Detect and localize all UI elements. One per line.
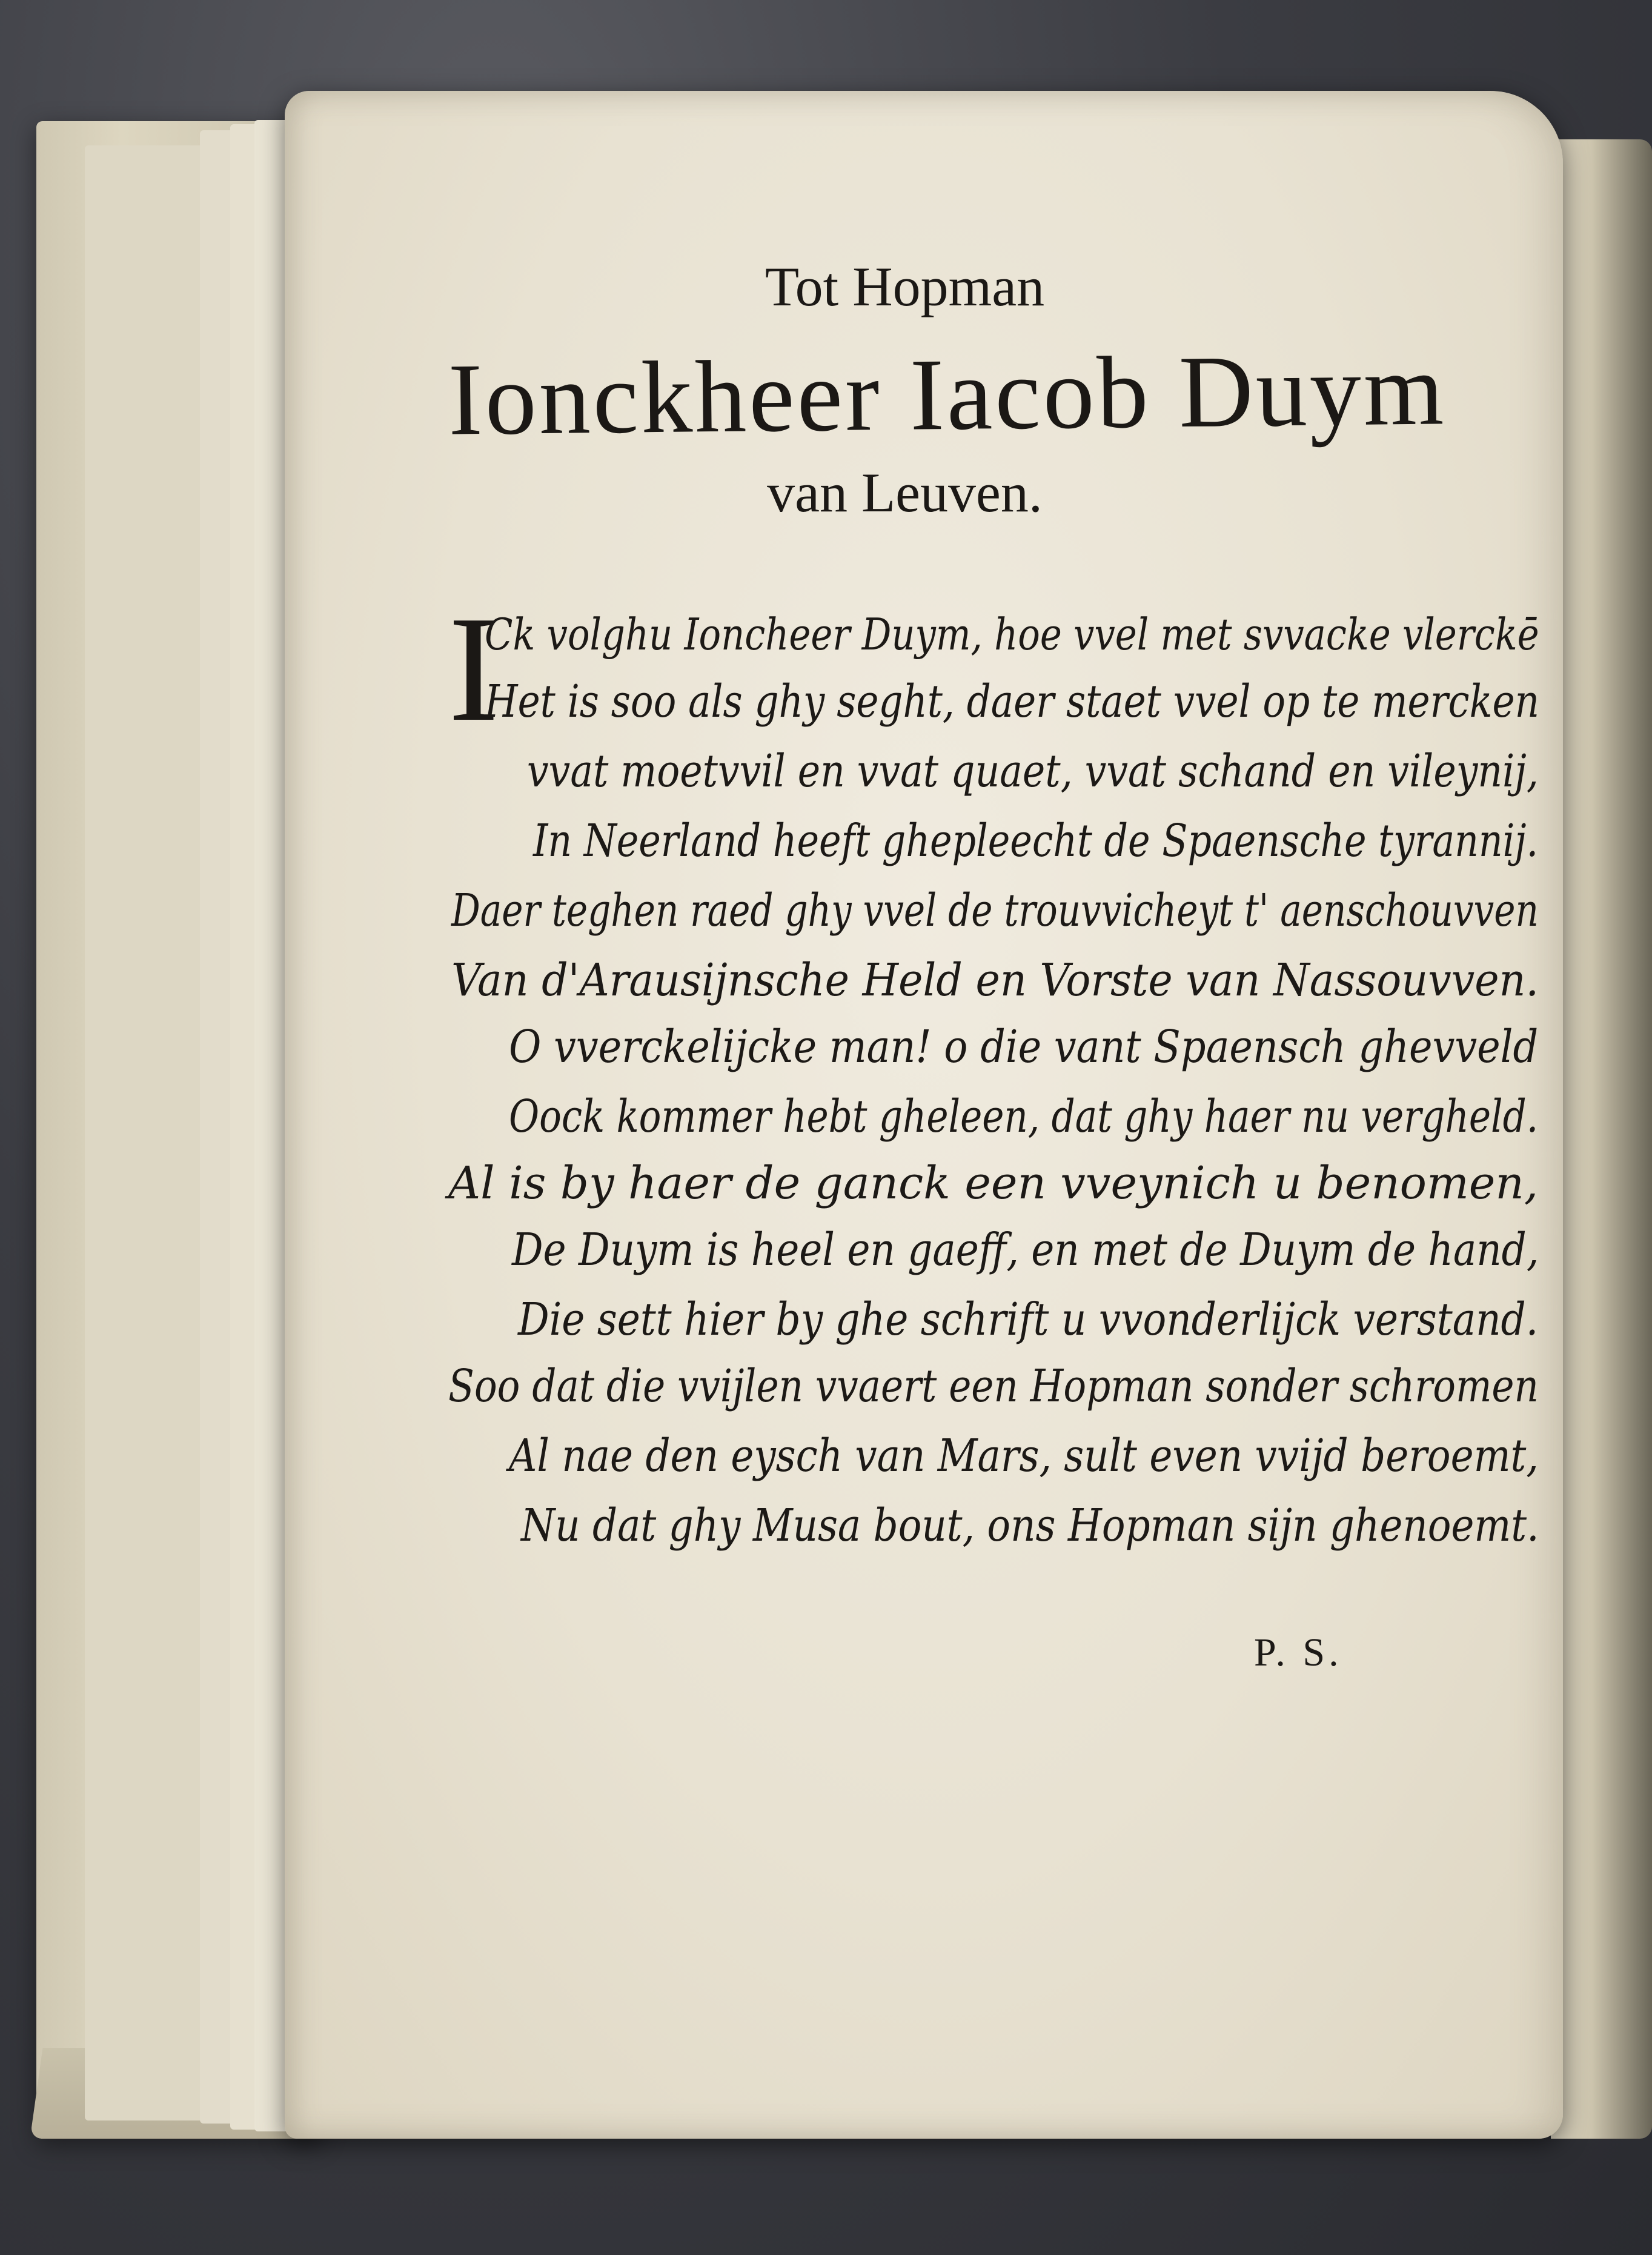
poem-line: Daer teghen raed ghy vvel de trouvvicheyt t' aenschouvven bbox=[451, 885, 1539, 937]
poem-line: Die sett hier by ghe schrift u vvonderlijck verstand. bbox=[518, 1294, 1539, 1346]
poem-line: Ck volghu Ioncheer Duym, hoe vvel met svvacke vlerckē bbox=[485, 609, 1539, 660]
poem-line: Al nae den eysch van Mars, sult even vvijd beroemt, bbox=[509, 1430, 1539, 1482]
poem-line: Soo dat die vvijlen vvaert een Hopman sonder schromen bbox=[448, 1360, 1539, 1412]
poem-line: Het is soo als ghy seght, daer staet vvel op te mercken bbox=[485, 676, 1539, 728]
poem-line: Van d'Arausijnsche Held en Vorste van Nassouvven. bbox=[451, 954, 1539, 1006]
heading-subtitle: Tot Hopman bbox=[765, 256, 1045, 317]
poem-line: De Duym is heel en gaeff, en met de Duym de hand, bbox=[512, 1224, 1539, 1276]
signature-initials: P. S. bbox=[1254, 1630, 1342, 1675]
poem-line: Al is by haer de ganck een vveynich u benomen, bbox=[448, 1157, 1539, 1209]
poem-line: Nu dat ghy Musa bout, ons Hopman sijn ghenoemt. bbox=[521, 1499, 1539, 1552]
heading-title: Ionckheer Iacob Duym bbox=[447, 332, 1447, 457]
drop-cap: I bbox=[448, 585, 499, 753]
poem-line: Oock kommer hebt gheleen, dat ghy haer nu vergheld. bbox=[509, 1091, 1539, 1143]
poem-line: vvat moetvvil en vvat quaet, vvat schand en vileynij, bbox=[527, 745, 1539, 797]
poem-line: In Neerland heeft ghepleecht de Spaensche tyrannij. bbox=[533, 815, 1539, 867]
heading-place: van Leuven. bbox=[767, 462, 1043, 523]
poem-line: O vverckelijcke man! o die vant Spaensch ghevveld bbox=[509, 1021, 1539, 1073]
